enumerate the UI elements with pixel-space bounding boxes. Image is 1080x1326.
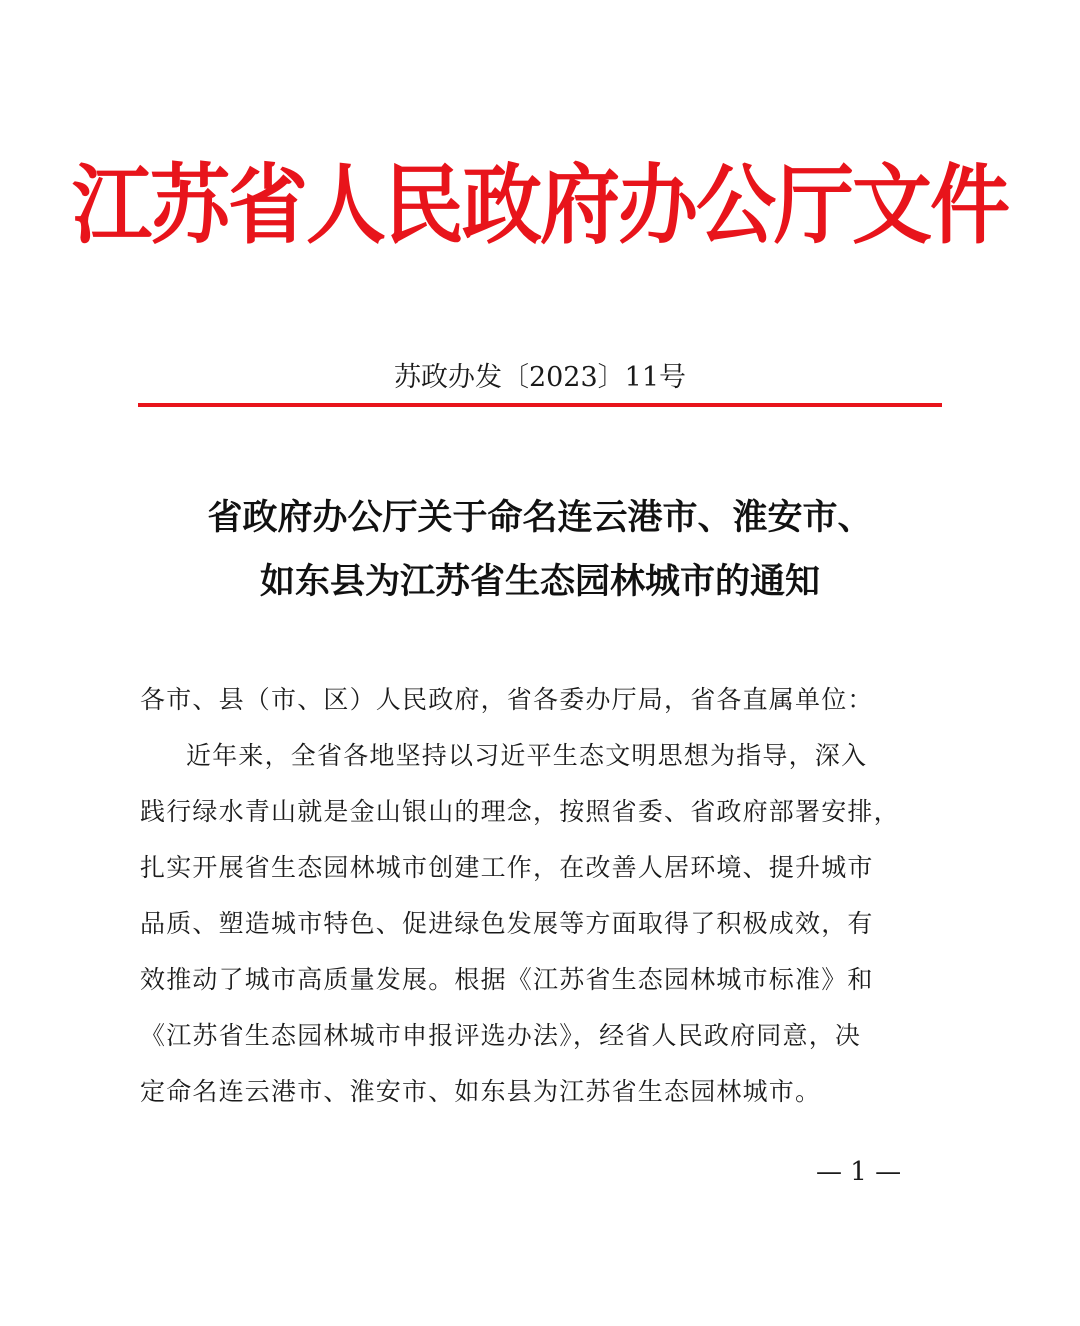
body-line-1: 近年来，全省各地坚持以习近平生态文明思想为指导，深入 — [186, 741, 868, 770]
red-divider-line — [138, 403, 942, 407]
notice-body — [140, 672, 940, 1120]
body-line-3: 扎实开展省生态园林城市创建工作，在改善人居环境、提升城市 — [140, 853, 874, 882]
notice-title — [0, 486, 1080, 614]
body-line-6: 《江苏省生态园林城市申报评选办法》，经省人民政府同意，决 — [140, 1021, 862, 1050]
body-line-4: 品质、塑造城市特色、促进绿色发展等方面取得了积极成效，有 — [140, 909, 874, 938]
body-line-2: 践行绿水青山就是金山银山的理念，按照省委、省政府部署安排， — [140, 797, 900, 826]
notice-title-line-2: 如东县为江苏省生态园林城市的通知 — [259, 561, 820, 602]
notice-title-line-1: 省政府办公厅关于命名连云港市、淮安市、 — [207, 497, 873, 538]
document-number: 苏政办发〔2023〕11号 — [393, 362, 687, 393]
addressee-line: 各市、县（市、区）人民政府，省各委办厅局，省各直属单位： — [140, 685, 874, 714]
agency-header-title: 江苏省人民政府办公厅文件 — [72, 154, 1008, 256]
body-line-5: 效推动了城市高质量发展。根据《江苏省生态园林城市标准》和 — [140, 965, 874, 994]
page-number: — 1 — — [816, 1157, 902, 1187]
body-line-7: 定命名连云港市、淮安市、如东县为江苏省生态园林城市。 — [140, 1077, 822, 1106]
